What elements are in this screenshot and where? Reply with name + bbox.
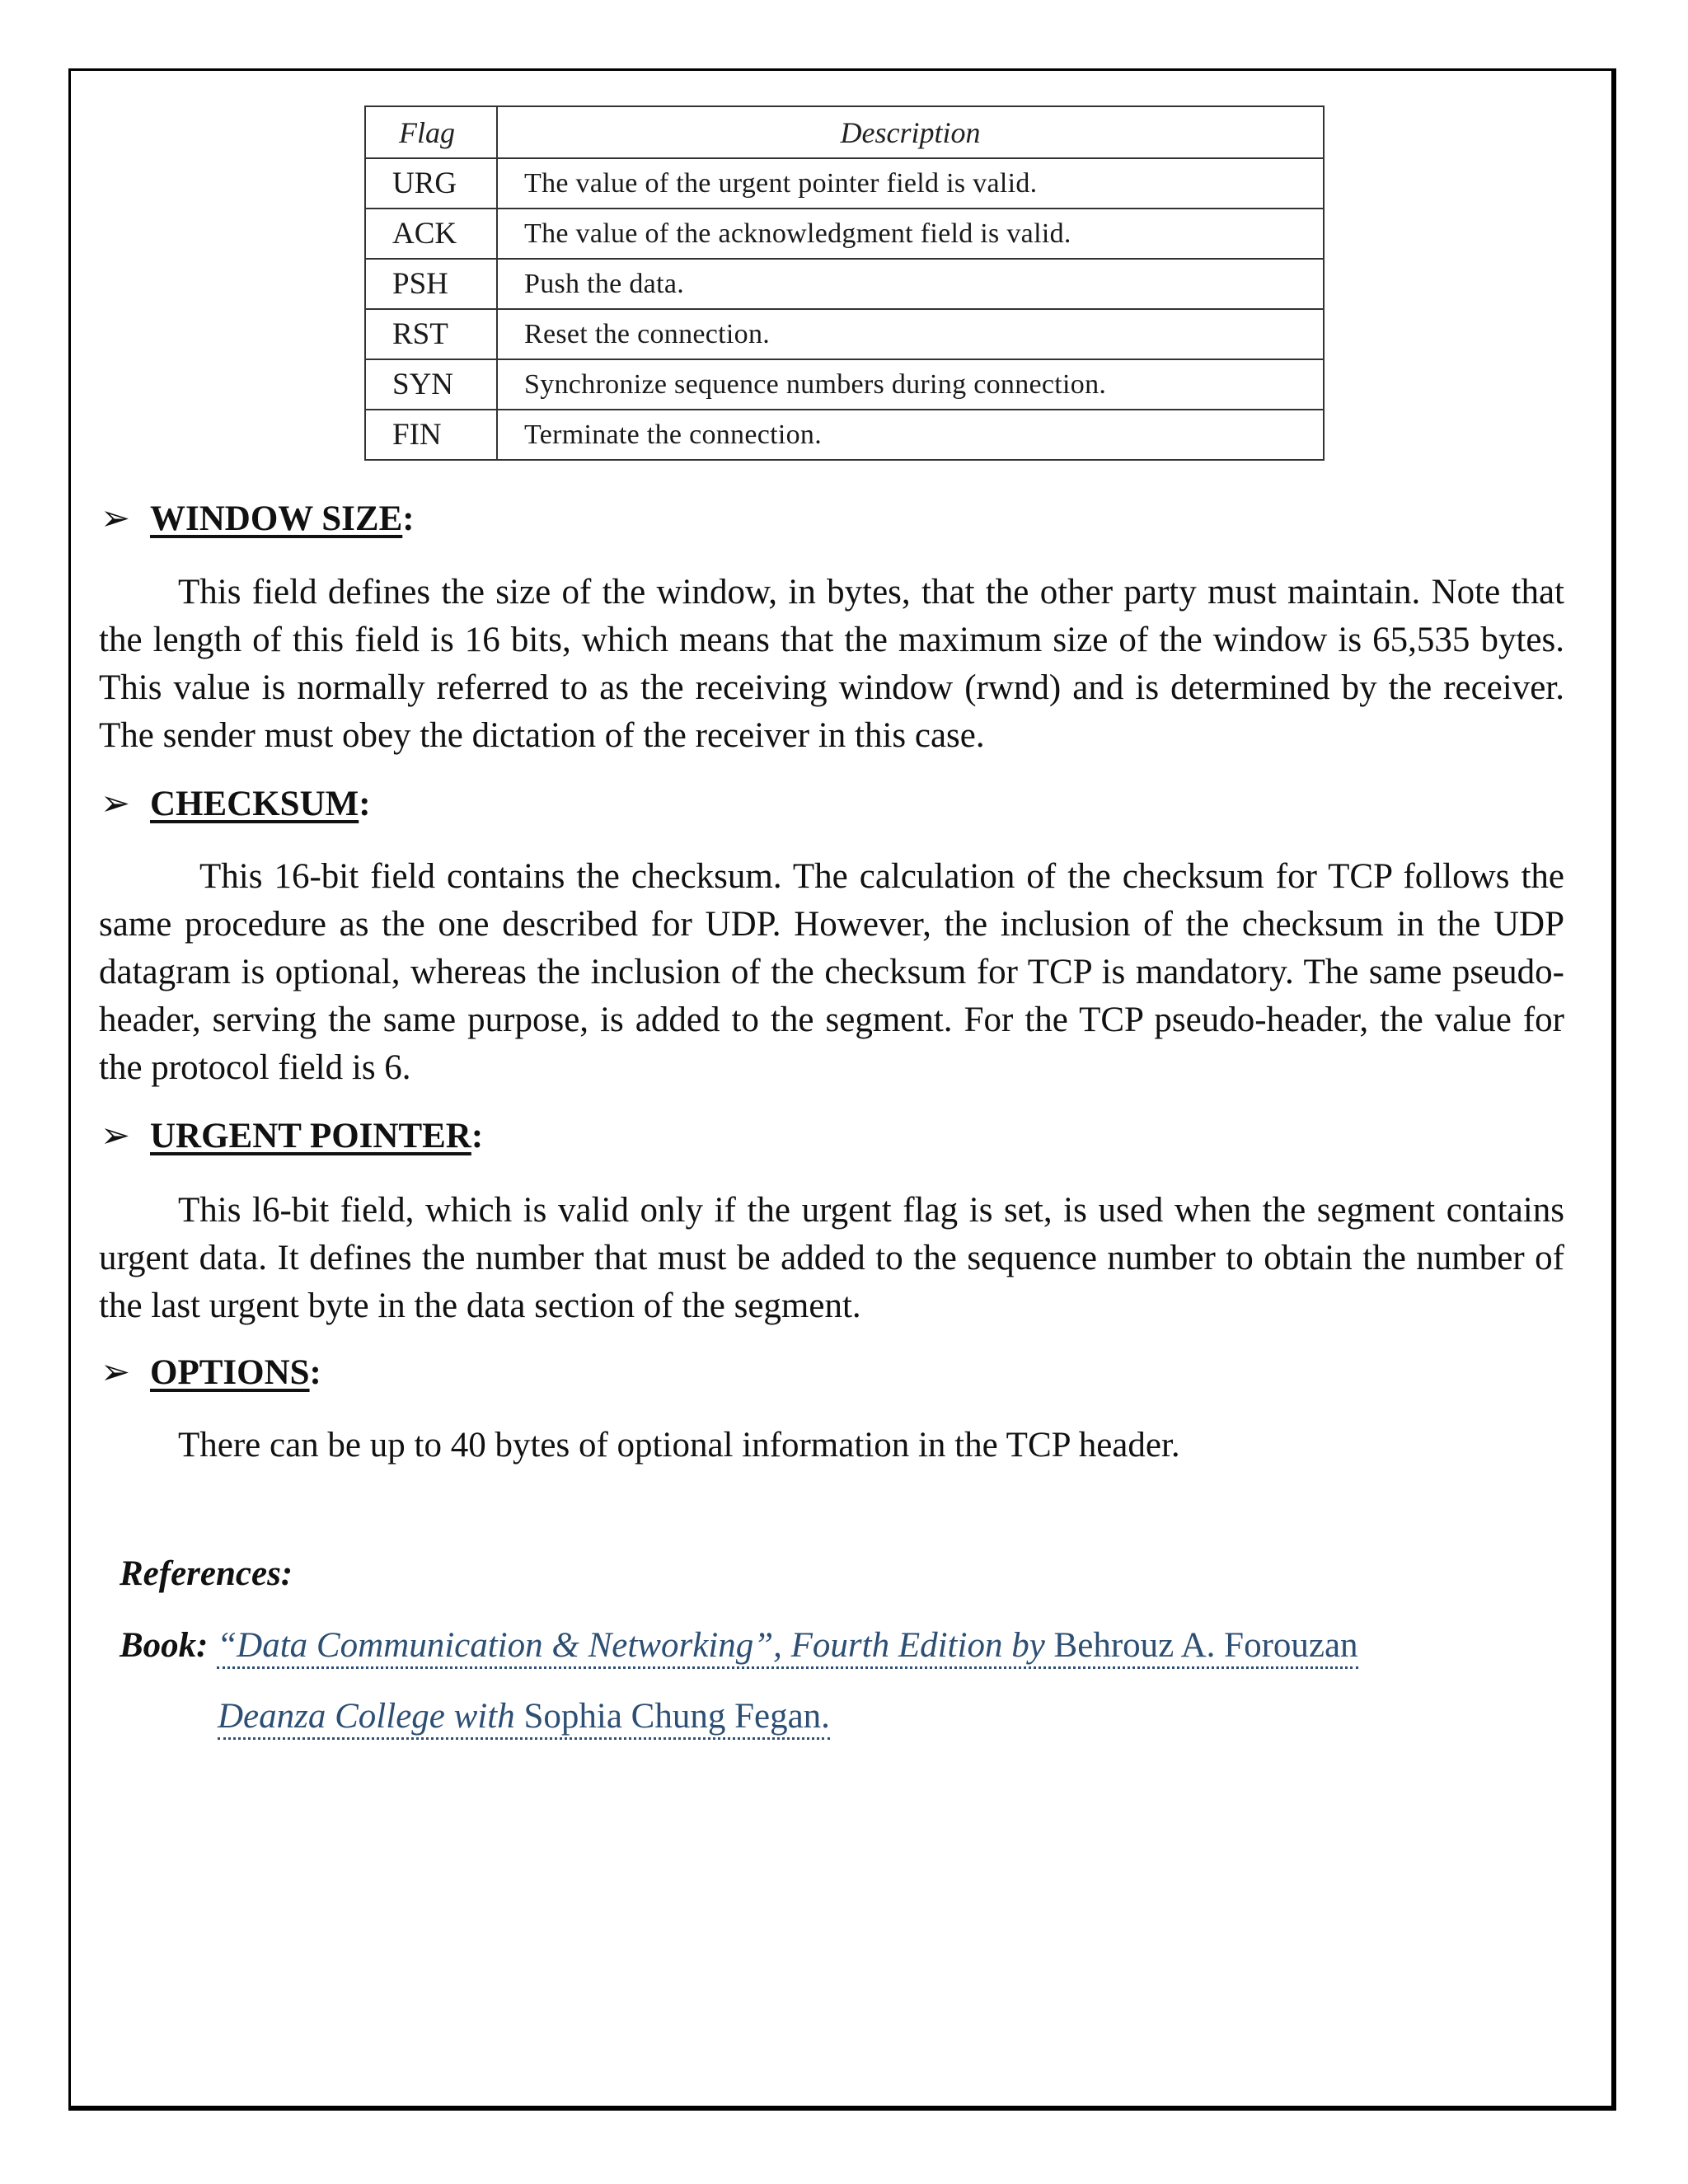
options-title: OPTIONS [150,1353,310,1392]
reference-book-line-2 [218,1696,830,1736]
flag-cell: URG [365,158,497,209]
heading-colon: : [309,1353,321,1392]
window-size-paragraph: This field defines the size of the window, in bytes, that the other party must maintain. Note that the length of this field is 16 bits, which means that the maximum size of the window is 65,535 bytes. This value is normally referred to as the receiving window (rwnd) and is determined by the receiver. The sender must obey the dictation of the receiver in this case. [99,573,1564,755]
table-row [365,209,1324,259]
options-paragraph: There can be up to 40 bytes of optional information in the TCP header. [178,1426,1180,1465]
reference-link-coauthor: Sophia Chung Fegan. [523,1697,830,1736]
reference-link-college: Deanza College with [218,1697,515,1736]
flag-cell: SYN [365,359,497,410]
flag-cell: FIN [365,410,497,460]
table-row [365,259,1324,309]
heading-colon: : [471,1117,484,1155]
flag-table-header-row [365,106,1324,158]
urgent-pointer-title: URGENT POINTER [150,1117,471,1155]
bullet-arrow-icon: ➢ [101,499,131,538]
description-column-header: Description [497,106,1324,158]
urgent-pointer-paragraph: This l6-bit field, which is valid only if the urgent flag is set, is used when the segment contains urgent data. It defines the number that must be added to the sequence number to obtain the number of the last urgent byte in the data section of the segment. [99,1191,1564,1325]
heading-colon: : [359,785,371,823]
checksum-title: CHECKSUM [150,785,359,823]
window-size-heading [101,498,415,539]
flag-cell: ACK [365,209,497,259]
checksum-paragraph: This 16-bit field contains the checksum. The calculation of the checksum for TCP follows the same procedure as the one described for UDP. However, the inclusion of the checksum in the UDP datagram is optional, whereas the inclusion of the checksum for TCP is mandatory. The same pseudo-header, serving the same purpose, is added to the segment. For the TCP pseudo-header, the value for the protocol field is 6. [99,857,1564,1087]
description-cell: The value of the acknowledgment field is valid. [497,209,1324,259]
reference-link-author: Behrouz A. Forouzan [1053,1626,1358,1665]
reference-link[interactable] [217,1626,1357,1669]
bullet-arrow-icon: ➢ [101,785,131,823]
description-cell: Reset the connection. [497,309,1324,359]
table-row [365,359,1324,410]
description-cell: The value of the urgent pointer field is valid. [497,158,1324,209]
references-title: References: [120,1554,293,1593]
table-row [365,309,1324,359]
flag-table [364,105,1325,461]
book-label: Book: [120,1626,209,1665]
reference-book-line [120,1625,1358,1666]
window-size-title: WINDOW SIZE [150,499,403,538]
flag-cell: RST [365,309,497,359]
heading-colon: : [402,499,415,538]
description-cell: Push the data. [497,259,1324,309]
urgent-pointer-heading [101,1115,483,1156]
options-heading [101,1352,321,1393]
checksum-heading [101,783,371,824]
table-row [365,158,1324,209]
bullet-arrow-icon: ➢ [101,1117,131,1155]
flag-column-header: Flag [365,106,497,158]
reference-link-title: “Data Communication & Networking”, Fourth Edition by [217,1626,1045,1665]
description-cell: Terminate the connection. [497,410,1324,460]
bullet-arrow-icon: ➢ [101,1353,131,1392]
flag-cell: PSH [365,259,497,309]
table-row [365,410,1324,460]
reference-link-continued[interactable] [218,1697,830,1740]
description-cell: Synchronize sequence numbers during connection. [497,359,1324,410]
